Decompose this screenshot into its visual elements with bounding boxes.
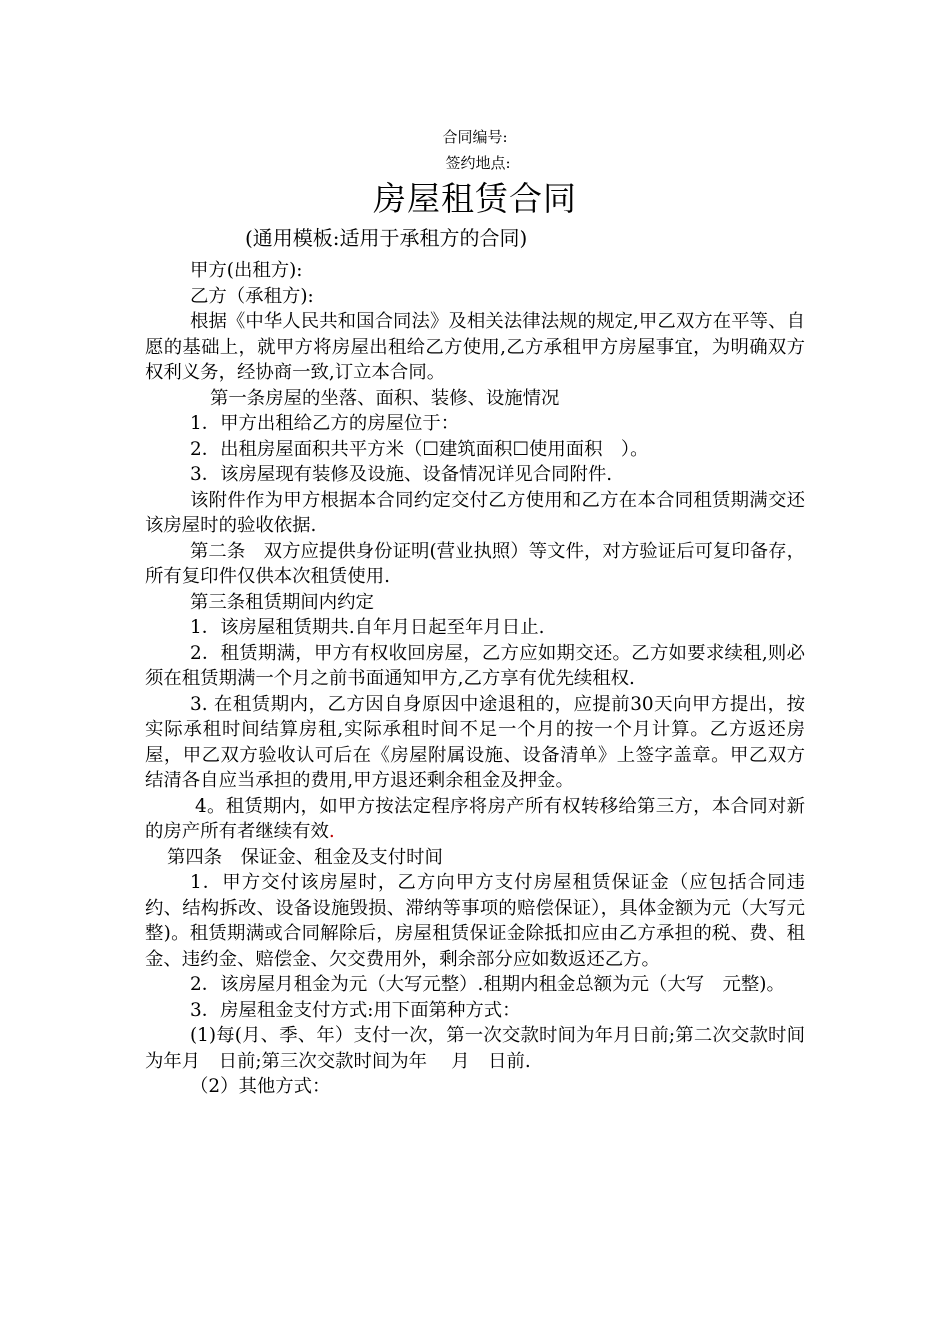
- contract-number-label: 合同编号:: [442, 128, 508, 146]
- article-4-item-2: 2．该房屋月租金为元（大写元整）.租期内租金总额为元（大写 元整)。: [190, 974, 785, 995]
- document-subtitle: (通用模板:适用于承租方的合同): [245, 226, 528, 250]
- article-3-item-3: 3. 在租赁期内，乙方因自身原因中途退租的，应提前30天向甲方提出，按实际承租时间结算房租,实际承租时间不足一个月的按一个月计算。乙方返还房屋，甲乙双方验收认可后在《房屋附属设施、设备清单》上签字盖章。甲乙双方结清各自应当承担的费用,甲方退还剩余租金及押金。: [145, 693, 805, 791]
- article-3-item-1: 1．该房屋租赁期共.自年月日起至年月日止.: [190, 617, 545, 638]
- party-b-line: 乙方（承租方):: [190, 285, 314, 307]
- document-title: 房屋租赁合同: [373, 179, 577, 218]
- article-4-heading: 第四条 保证金、租金及支付时间: [167, 846, 443, 868]
- preamble-paragraph: 根据《中华人民共和国合同法》及相关法律法规的规定,甲乙双方在平等、自愿的基础上，就甲方将房屋出租给乙方使用,乙方承租甲方房屋事宜，为明确双方权利义务，经协商一致,订立本合同。: [145, 311, 805, 383]
- contract-body: [145, 258, 805, 1100]
- article-1-note: 该附件作为甲方根据本合同约定交付乙方使用和乙方在本合同租赁期满交还该房屋时的验收依据.: [145, 489, 805, 536]
- article-3-item-4-end: .: [328, 821, 335, 842]
- article-1-heading: 第一条房屋的坐落、面积、装修、设施情况: [210, 387, 560, 409]
- article-3-heading: 第三条租赁期间内约定: [190, 591, 374, 613]
- party-a-line: 甲方(出租方):: [190, 260, 303, 281]
- article-1-item-1: 1．甲方出租给乙方的房屋位于：: [190, 413, 460, 434]
- article-4-item-3-option-2: （2）其他方式：: [190, 1076, 331, 1097]
- article-2-paragraph: 第二条 双方应提供身份证明(营业执照）等文件，对方验证后可复印备存，所有复印件仅供本次租赁使用.: [145, 540, 805, 587]
- article-3-item-4: [145, 794, 805, 845]
- article-4-item-3: 3．房屋租金支付方式:用下面第种方式：: [190, 999, 521, 1021]
- article-4-item-1: 1．甲方交付该房屋时，乙方向甲方支付房屋租赁保证金（应包括合同违约、结构拆改、设备设施毁损、滞纳等事项的赔偿保证），具体金额为元（大写元整)。租赁期满或合同解除后，房屋租赁保证金除抵扣应由乙方承担的税、费、租金、违约金、赔偿金、欠交费用外，剩余部分应如数返还乙方。: [145, 872, 805, 970]
- article-1-item-3: 3．该房屋现有装修及设施、设备情况详见合同附件.: [190, 464, 613, 485]
- article-1-item-2: 2．出租房屋面积共平方米（☐建筑面积☐使用面积 ）。: [190, 438, 649, 460]
- article-4-item-3-option-1: (1)每(月、季、年）支付一次，第一次交款时间为年月日前;第二次交款时间为年月 日前;第三次交款时间为年 月 日前.: [145, 1025, 805, 1072]
- signing-place-label: 签约地点:: [445, 154, 511, 172]
- article-3-item-2: 2．租赁期满，甲方有权收回房屋，乙方应如期交还。乙方如要求续租,则必须在租赁期满一个月之前书面通知甲方,乙方享有优先续租权.: [145, 642, 805, 689]
- article-3-item-4-text: 4。租赁期内，如甲方按法定程序将房产所有权转移给第三方，本合同对新的房产所有者继续有效: [145, 795, 805, 842]
